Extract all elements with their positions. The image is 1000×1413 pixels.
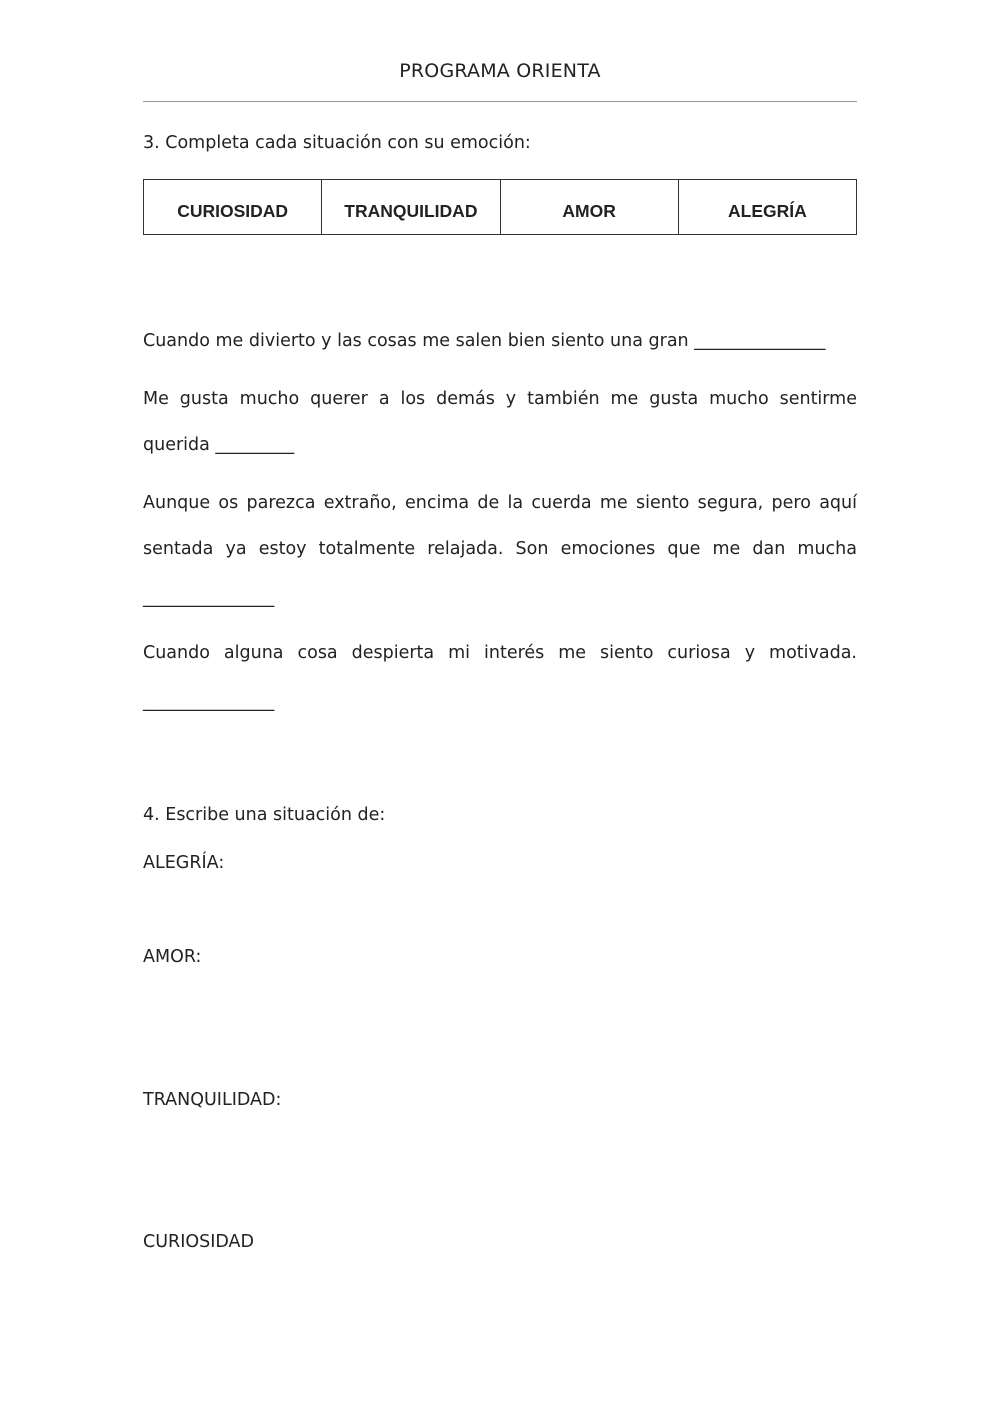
- sentence-3-answer-blank[interactable]: _______________: [143, 588, 275, 608]
- emotion-cell-amor: AMOR: [500, 180, 678, 235]
- sentence-1: Cuando me divierto y las cosas me salen bien siento una gran _______________: [143, 331, 826, 351]
- emotion-cell-tranquilidad: TRANQUILIDAD: [322, 180, 500, 235]
- exercise-4-instruction: 4. Escribe una situación de:: [143, 805, 386, 825]
- sentence-3-line-1: Aunque os parezca extraño, encima de la cuerda me siento segura, pero aquí: [143, 493, 857, 513]
- sentence-4-line-1: Cuando alguna cosa despierta mi interés me siento curiosa y motivada.: [143, 643, 857, 663]
- label-tranquilidad: TRANQUILIDAD:: [143, 1090, 282, 1110]
- label-alegria: ALEGRÍA:: [143, 853, 225, 873]
- header-divider: [143, 101, 857, 102]
- exercise-3-instruction: 3. Completa cada situación con su emoción:: [143, 133, 531, 153]
- sentence-2-line-2: querida _________: [143, 435, 295, 455]
- sentence-3-line-2: sentada ya estoy totalmente relajada. Son emociones que me dan mucha: [143, 539, 857, 559]
- sentence-2-line-1: Me gusta mucho querer a los demás y también me gusta mucho sentirme: [143, 389, 857, 409]
- page-header-title: PROGRAMA ORIENTA: [399, 60, 601, 82]
- emotion-cell-curiosidad: CURIOSIDAD: [144, 180, 322, 235]
- emotion-cell-alegria: ALEGRÍA: [678, 180, 856, 235]
- emotions-row: [144, 180, 857, 235]
- label-amor: AMOR:: [143, 947, 202, 967]
- label-curiosidad: CURIOSIDAD: [143, 1232, 255, 1252]
- sentence-4-answer-blank[interactable]: _______________: [143, 692, 275, 712]
- emotions-table: [143, 179, 857, 235]
